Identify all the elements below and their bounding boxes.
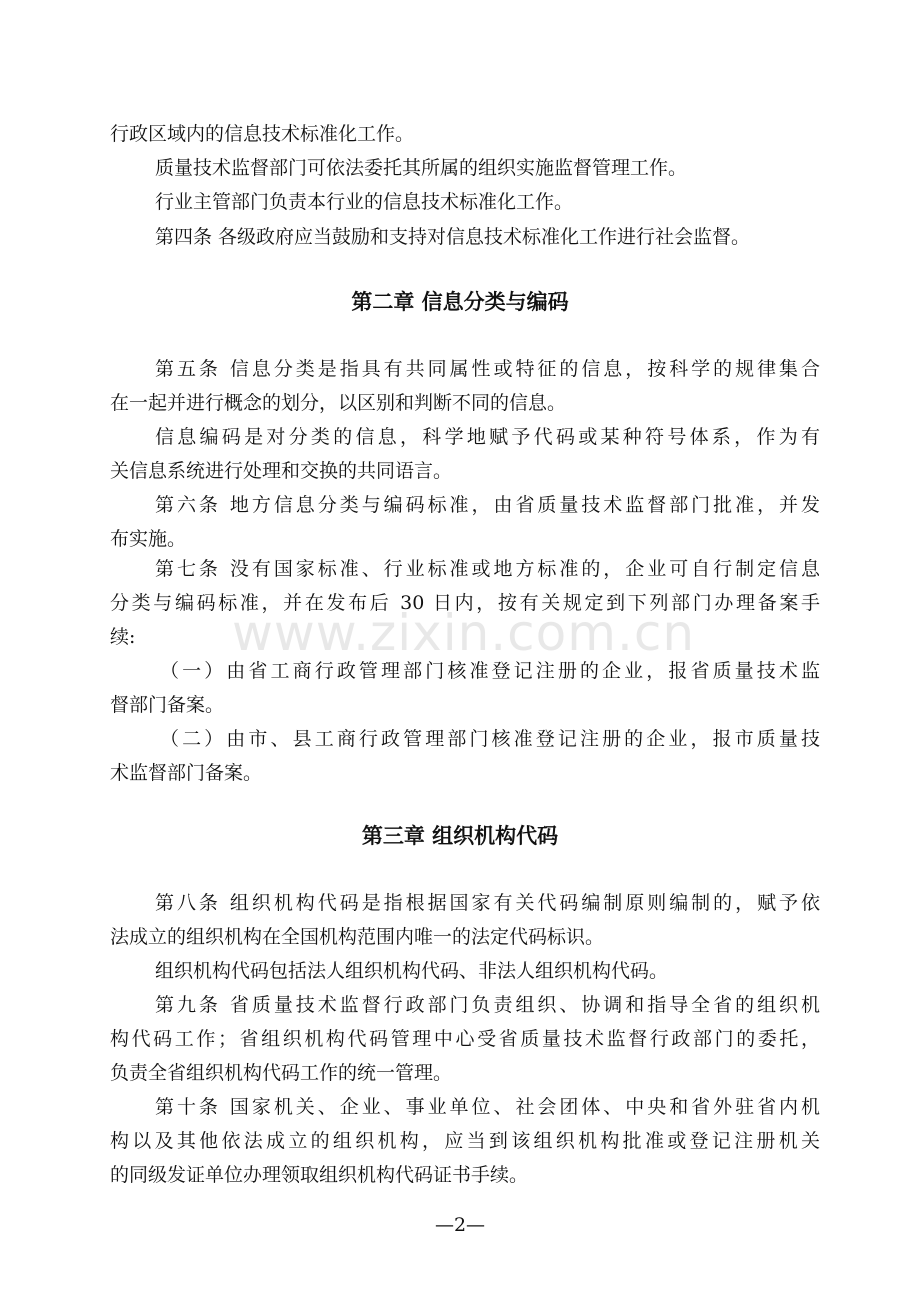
paragraph-line: 构代码工作；省组织机构代码管理中心受省质量技术监督行政部门的委托，	[110, 1028, 820, 1050]
watermark: www.zixin.com.cn	[232, 604, 696, 662]
paragraph-line: 第八条 组织机构代码是指根据国家有关代码编制原则编制的，赋予依	[155, 892, 820, 914]
paragraph-line: 法成立的组织机构在全国机构范围内唯一的法定代码标识。	[110, 926, 605, 948]
paragraph-line: 布实施。	[110, 528, 187, 550]
paragraph-line: 第五条 信息分类是指具有共同属性或特征的信息，按科学的规律集合	[155, 358, 820, 380]
paragraph-line: 续:	[110, 626, 136, 648]
paragraph-line: 第十条 国家机关、企业、事业单位、社会团体、中央和省外驻省内机	[155, 1096, 820, 1118]
paragraph-line: 第四条 各级政府应当鼓励和支持对信息技术标准化工作进行社会监督。	[155, 226, 751, 248]
paragraph-line: 组织机构代码包括法人组织机构代码、非法人组织机构代码。	[155, 960, 669, 982]
paragraph-line: 在一起并进行概念的划分，以区别和判断不同的信息。	[110, 392, 567, 414]
paragraph-line: 行业主管部门负责本行业的信息技术标准化工作。	[155, 191, 574, 213]
page-number: —2—	[434, 1214, 486, 1236]
paragraph-line: 督部门备案。	[110, 694, 225, 716]
paragraph-line: 的同级发证单位办理领取组织机构代码证书手续。	[110, 1164, 529, 1186]
paragraph-line: 负责全省组织机构代码工作的统一管理。	[110, 1062, 453, 1084]
paragraph-line: 关信息系统进行处理和交换的共同语言。	[110, 460, 453, 482]
paragraph-line: 质量技术监督部门可依法委托其所属的组织实施监督管理工作。	[155, 157, 688, 179]
chapter-heading: 第二章 信息分类与编码	[351, 290, 569, 314]
paragraph-line: （二）由市、县工商行政管理部门核准登记注册的企业，报市质量技	[160, 728, 820, 750]
chapter-heading: 第三章 组织机构代码	[361, 824, 559, 848]
paragraph-line: 术监督部门备案。	[110, 762, 263, 784]
paragraph-line: 第九条 省质量技术监督行政部门负责组织、协调和指导全省的组织机	[155, 994, 820, 1016]
paragraph-line: 第六条 地方信息分类与编码标准，由省质量技术监督部门批准，并发	[155, 494, 820, 516]
paragraph-line: 构以及其他依法成立的组织机构，应当到该组织机构批准或登记注册机关	[110, 1130, 820, 1152]
paragraph-line: 行政区域内的信息技术标准化工作。	[110, 123, 415, 145]
paragraph-line: 分类与编码标准，并在发布后 30 日内，按有关规定到下列部门办理备案手	[110, 592, 820, 614]
paragraph-line: 信息编码是对分类的信息，科学地赋予代码或某种符号体系，作为有	[155, 426, 820, 448]
paragraph-line: （一）由省工商行政管理部门核准登记注册的企业，报省质量技术监	[160, 660, 820, 682]
paragraph-line: 第七条 没有国家标准、行业标准或地方标准的，企业可自行制定信息	[155, 558, 820, 580]
